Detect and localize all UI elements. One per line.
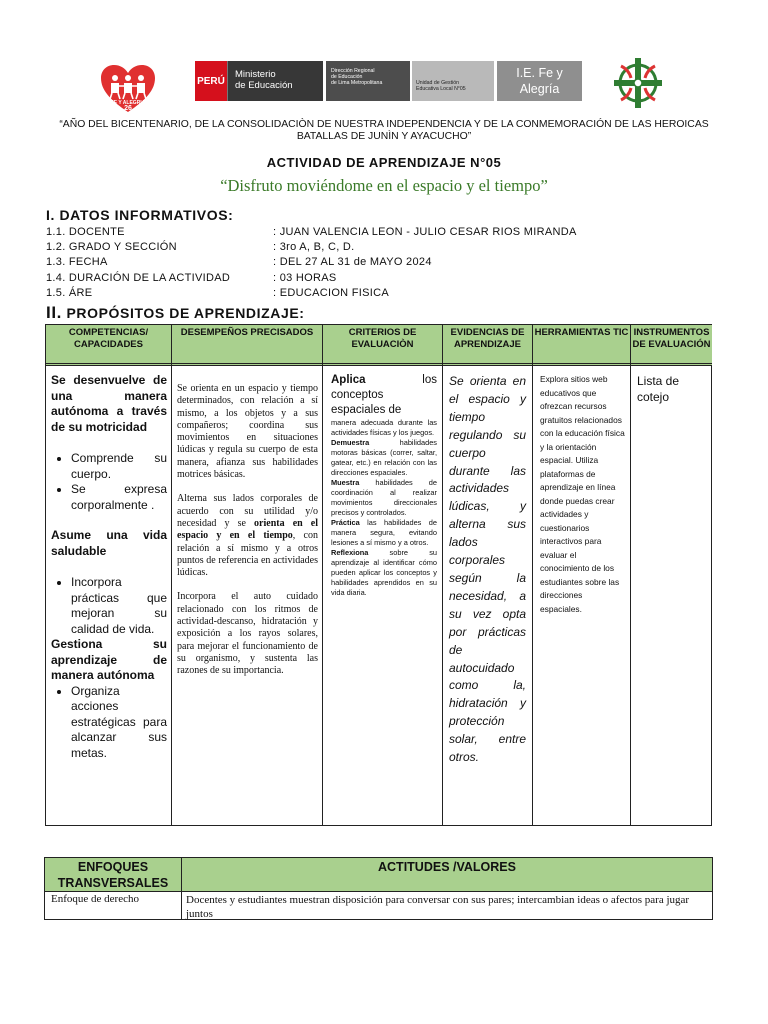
cell-criterios: [323, 369, 442, 825]
header-actitudes: ACTITUDES /VALORES: [378, 860, 516, 874]
desempeno-2: Alterna sus lados corporales de acuerdo con su utilidad y/o necesidad y se orienta en el espacio y en el tiempo, con relación a sí mismo y a otros puntos de referencia en actividades lúdicas.: [177, 493, 318, 579]
capacidad-item: • Organiza acciones estratégicas para alcanzar sus metas.: [71, 684, 167, 762]
cell-desempenos: [172, 369, 322, 825]
cross-logo: [612, 56, 664, 110]
capacidad-item: • Incorpora prácticas que mejoran su calidad de vida.: [71, 575, 167, 637]
cell-herramientas: Explora sitios web educativos que ofrezcan recursos gratuitos relacionados con la educación física y la orientación espacial. Utiliza plataformas de aprendizaje en línea donde puedas crear actividades y cuestionarios interactivos para evaluar el conocimiento de los estudiantes sobre las direcciones espaciales.: [540, 374, 625, 614]
feya-logo-text: FE Y ALEGRIA: [110, 100, 146, 106]
desempeno-1: Se orienta en un espacio y tiempo determinados, con relación a sí mismo, a los objetos y a sus compañeros; coordina sus movimientos en situaciones lúdicas y regula su cuerpo de esta manera, afianza sus habilidades motrices básicas.: [177, 383, 318, 481]
header-enfoques: ENFOQUES TRANSVERSALES: [57, 860, 169, 890]
fe-y-alegria-logo: [100, 64, 156, 114]
header-criterios: CRITERIOS DE EVALUACIÒN: [323, 325, 442, 366]
column-instrumentos: [631, 325, 712, 825]
competencia-1: Se desenvuelve de una manera autónoma a través de su motricidad: [51, 373, 167, 434]
ugel-label: Unidad de Gestión Educativa Local N°05: [412, 61, 494, 101]
criterio-aplica-detail: manera adecuada durante las actividades físicas y los juegos.: [331, 418, 437, 437]
criterio-practica: Práctica las habilidades de manera segura, evitando lesiones a sí mismo y a otros.: [331, 518, 437, 547]
column-evidencias: [443, 325, 533, 825]
criterio-reflexiona: Reflexiona sobre su aprendizaje al identificar cómo pueden aplicar los conceptos y habilidades aprendidos en su vida diaria.: [331, 548, 437, 597]
peru-label: PERÚ: [195, 61, 227, 101]
header-herramientas: HERRAMIENTAS TIC: [533, 325, 630, 366]
enfoques-table: [44, 857, 713, 920]
competencia-3: Gestiona su aprendizaje de manera autónoma: [51, 637, 167, 682]
ministry-label: Ministerio de Educación: [227, 61, 323, 101]
section-propositos-title: II. PROPÓSITOS DE APRENDIZAJE:: [46, 303, 305, 322]
capacidad-item: • Se expresa corporalmente .: [71, 482, 167, 513]
enfoque-actitud: Docentes y estudiantes muestran disposición para conversar con sus pares; intercambian ideas o afectos para jugar juntos: [186, 894, 690, 920]
competencia-2: Asume una vida saludable: [51, 528, 167, 558]
activity-subtitle: “Disfruto moviéndome en el espacio y el tiempo”: [220, 176, 548, 195]
header-instrumentos: INSTRUMENTOS DE EVALUACIÓN: [631, 325, 712, 366]
criterio-aplica: Aplica los conceptos espaciales de: [331, 374, 437, 416]
purposes-table: [45, 324, 712, 826]
feya-logo-number: 26: [124, 105, 132, 112]
header-desempenos: DESEMPEÑOS PRECISADOS: [172, 325, 322, 366]
capacidad-item: • Comprende su cuerpo.: [71, 451, 167, 482]
criterio-muestra: Muestra habilidades de coordinación al realizar movimientos direccionales precisos y controlados.: [331, 478, 437, 517]
criterio-demuestra: Demuestra habilidades motoras básicas (correr, saltar, gatear, etc.) en relación con las direcciones espaciales.: [331, 438, 437, 477]
column-divider: [181, 858, 182, 919]
header-evidencias: EVIDENCIAS DE APRENDIZAJE: [443, 325, 532, 366]
cell-instrumentos: Lista de cotejo: [637, 374, 680, 404]
column-herramientas: [533, 325, 631, 825]
header-competencias: COMPETENCIAS/ CAPACIDADES: [46, 325, 171, 366]
section-datos-title: I. DATOS INFORMATIVOS:: [46, 207, 234, 223]
cross-icon: [612, 56, 664, 110]
school-name-box: I.E. Fe y Alegría: [497, 61, 582, 101]
dre-label: Dirección Regional de Educación de Lima Metropolitana: [326, 61, 410, 101]
column-competencias: [46, 325, 172, 825]
desempeno-3: Incorpora el auto cuidado relacionado con los ritmos de actividad-descanso, hidratación y exposición a los rayos solares, para mejorar el funcionamiento de su organismo, y sustenta las razones de su importancia.: [177, 591, 318, 677]
column-criterios: [323, 325, 443, 825]
cell-evidencias: Se orienta en el espacio y tiempo regulando su cuerpo durante las actividades lúdicas, y alterna sus lados corporales según la necesidad, a su vez opta por prácticas de autocuidado como la, hidratación y protección solar, entre otros.: [449, 374, 526, 765]
cell-competencias: [46, 369, 171, 825]
activity-title: ACTIVIDAD DE APRENDIZAJE N°05: [266, 155, 502, 170]
enfoque-name: Enfoque de derecho: [51, 893, 139, 905]
year-banner: “AÑO DEL BICENTENARIO, DE LA CONSOLIDACIÒN DE NUESTRA INDEPENDENCIA Y DE LA CONMEMORACIÓN DE LAS HEROICAS BATALLAS DE JUNÌN Y AYACUCHO”: [59, 119, 709, 142]
ministry-banner: [195, 61, 494, 101]
column-desempenos: [172, 325, 323, 825]
